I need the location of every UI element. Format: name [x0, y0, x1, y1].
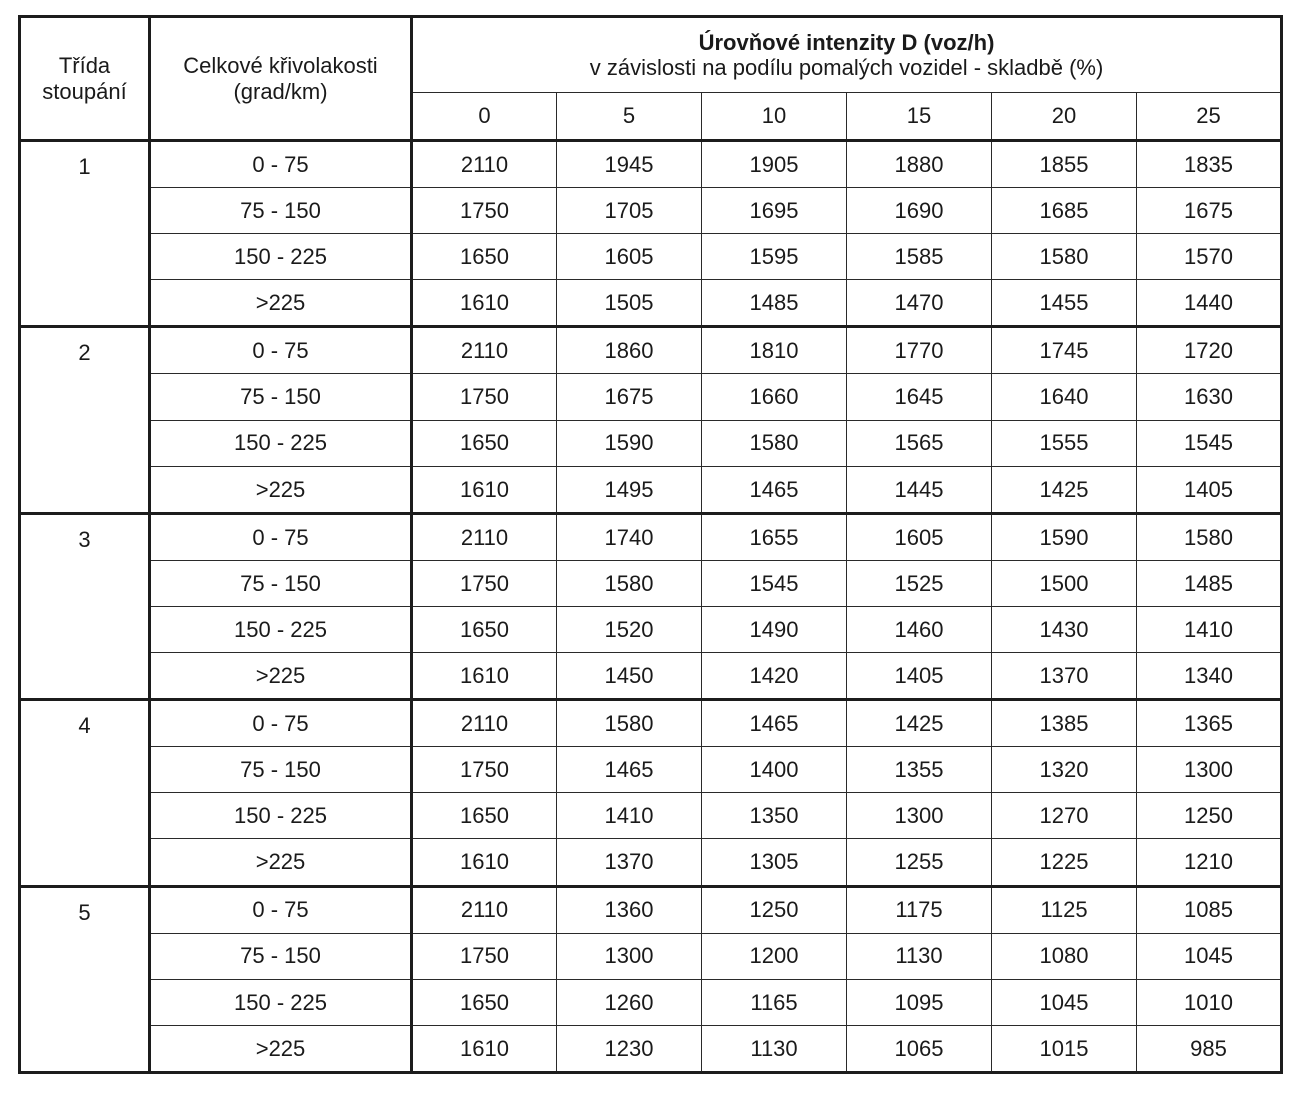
value-cell: 1425 [992, 466, 1137, 513]
value-cell: 1125 [992, 886, 1137, 933]
value-cell: 1810 [702, 327, 847, 374]
value-cell: 1605 [847, 513, 992, 560]
value-cell: 1590 [557, 420, 702, 466]
curvature-cell: 75 - 150 [150, 560, 412, 606]
value-cell: 1305 [702, 839, 847, 886]
value-cell: 1610 [412, 1025, 557, 1072]
value-cell: 1085 [1137, 886, 1282, 933]
table-row [20, 466, 1282, 513]
header-intensity-title: Úrovňové intenzity D (voz/h) [698, 29, 995, 55]
value-cell: 1610 [412, 839, 557, 886]
curvature-cell: >225 [150, 839, 412, 886]
value-cell: 1570 [1137, 234, 1282, 280]
value-cell: 1065 [847, 1025, 992, 1072]
value-cell: 1250 [1137, 793, 1282, 839]
table-row [20, 653, 1282, 700]
class-cell: 3 [20, 513, 150, 699]
value-cell: 1470 [847, 280, 992, 327]
table-body [20, 141, 1282, 1073]
value-cell: 1695 [702, 188, 847, 234]
table-row [20, 188, 1282, 234]
header-intensity [412, 17, 1282, 93]
value-cell: 1880 [847, 141, 992, 188]
value-cell: 1175 [847, 886, 992, 933]
value-cell: 985 [1137, 1025, 1282, 1072]
class-cell: 4 [20, 700, 150, 886]
value-cell: 1740 [557, 513, 702, 560]
value-cell: 1675 [1137, 188, 1282, 234]
value-cell: 1835 [1137, 141, 1282, 188]
table-row [20, 1025, 1282, 1072]
value-cell: 1650 [412, 420, 557, 466]
value-cell: 1260 [557, 979, 702, 1025]
header-curvature-line-2: (grad/km) [233, 78, 328, 104]
percentage-header-cell: 0 [412, 93, 557, 141]
value-cell: 1200 [702, 933, 847, 979]
value-cell: 1490 [702, 606, 847, 652]
percentage-header-cell: 25 [1137, 93, 1282, 141]
table-row [20, 327, 1282, 374]
value-cell: 1465 [557, 747, 702, 793]
curvature-cell: 150 - 225 [150, 793, 412, 839]
table-row [20, 513, 1282, 560]
value-cell: 1130 [847, 933, 992, 979]
value-cell: 1610 [412, 280, 557, 327]
value-cell: 1650 [412, 793, 557, 839]
table-row [20, 280, 1282, 327]
header-class [20, 17, 150, 141]
value-cell: 1750 [412, 374, 557, 420]
value-cell: 2110 [412, 700, 557, 747]
value-cell: 1210 [1137, 839, 1282, 886]
value-cell: 1545 [1137, 420, 1282, 466]
value-cell: 1500 [992, 560, 1137, 606]
value-cell: 1610 [412, 466, 557, 513]
value-cell: 1505 [557, 280, 702, 327]
curvature-cell: 75 - 150 [150, 188, 412, 234]
curvature-cell: 150 - 225 [150, 979, 412, 1025]
value-cell: 1580 [557, 700, 702, 747]
value-cell: 1130 [702, 1025, 847, 1072]
value-cell: 1580 [992, 234, 1137, 280]
value-cell: 1405 [847, 653, 992, 700]
curvature-cell: 0 - 75 [150, 327, 412, 374]
value-cell: 1165 [702, 979, 847, 1025]
value-cell: 1945 [557, 141, 702, 188]
class-cell: 2 [20, 327, 150, 513]
value-cell: 1650 [412, 606, 557, 652]
curvature-cell: >225 [150, 1025, 412, 1072]
value-cell: 1770 [847, 327, 992, 374]
table-header [20, 17, 1282, 141]
value-cell: 1450 [557, 653, 702, 700]
table-row [20, 839, 1282, 886]
value-cell: 1015 [992, 1025, 1137, 1072]
value-cell: 1660 [702, 374, 847, 420]
value-cell: 1860 [557, 327, 702, 374]
value-cell: 1855 [992, 141, 1137, 188]
table-row [20, 560, 1282, 606]
header-class-line-2: stoupání [42, 78, 127, 104]
value-cell: 2110 [412, 886, 557, 933]
value-cell: 1640 [992, 374, 1137, 420]
value-cell: 1630 [1137, 374, 1282, 420]
curvature-cell: 150 - 225 [150, 420, 412, 466]
value-cell: 1585 [847, 234, 992, 280]
value-cell: 1750 [412, 560, 557, 606]
table-row [20, 886, 1282, 933]
value-cell: 1605 [557, 234, 702, 280]
value-cell: 1720 [1137, 327, 1282, 374]
class-cell: 5 [20, 886, 150, 1072]
curvature-cell: 0 - 75 [150, 513, 412, 560]
curvature-cell: 0 - 75 [150, 141, 412, 188]
curvature-cell: 75 - 150 [150, 933, 412, 979]
value-cell: 2110 [412, 513, 557, 560]
value-cell: 1410 [1137, 606, 1282, 652]
value-cell: 1360 [557, 886, 702, 933]
value-cell: 1495 [557, 466, 702, 513]
value-cell: 1225 [992, 839, 1137, 886]
percentage-header-cell: 5 [557, 93, 702, 141]
percentage-header-cell: 10 [702, 93, 847, 141]
value-cell: 1750 [412, 933, 557, 979]
value-cell: 1440 [1137, 280, 1282, 327]
table-row [20, 933, 1282, 979]
table-row [20, 234, 1282, 280]
table-row [20, 374, 1282, 420]
curvature-cell: 75 - 150 [150, 747, 412, 793]
value-cell: 1010 [1137, 979, 1282, 1025]
value-cell: 1080 [992, 933, 1137, 979]
value-cell: 1430 [992, 606, 1137, 652]
value-cell: 1270 [992, 793, 1137, 839]
value-cell: 1365 [1137, 700, 1282, 747]
value-cell: 1230 [557, 1025, 702, 1072]
value-cell: 1300 [1137, 747, 1282, 793]
value-cell: 1370 [992, 653, 1137, 700]
value-cell: 1645 [847, 374, 992, 420]
header-intensity-subtitle: v závislosti na podílu pomalých vozidel - skladbě (%) [589, 55, 1104, 80]
value-cell: 1255 [847, 839, 992, 886]
value-cell: 1655 [702, 513, 847, 560]
value-cell: 1650 [412, 234, 557, 280]
value-cell: 1350 [702, 793, 847, 839]
table-row [20, 141, 1282, 188]
value-cell: 1905 [702, 141, 847, 188]
value-cell: 1420 [702, 653, 847, 700]
value-cell: 1525 [847, 560, 992, 606]
value-cell: 1485 [1137, 560, 1282, 606]
value-cell: 1690 [847, 188, 992, 234]
value-cell: 1580 [702, 420, 847, 466]
table-row [20, 420, 1282, 466]
value-cell: 1340 [1137, 653, 1282, 700]
class-cell: 1 [20, 141, 150, 327]
curvature-cell: 150 - 225 [150, 234, 412, 280]
value-cell: 1465 [702, 466, 847, 513]
value-cell: 1650 [412, 979, 557, 1025]
value-cell: 1520 [557, 606, 702, 652]
value-cell: 2110 [412, 141, 557, 188]
curvature-cell: >225 [150, 466, 412, 513]
value-cell: 1485 [702, 280, 847, 327]
value-cell: 1595 [702, 234, 847, 280]
value-cell: 1250 [702, 886, 847, 933]
table-row [20, 793, 1282, 839]
value-cell: 1675 [557, 374, 702, 420]
value-cell: 1320 [992, 747, 1137, 793]
curvature-cell: >225 [150, 653, 412, 700]
value-cell: 1750 [412, 747, 557, 793]
table-row [20, 606, 1282, 652]
intensity-table [18, 15, 1283, 1074]
table-row [20, 700, 1282, 747]
value-cell: 1455 [992, 280, 1137, 327]
value-cell: 2110 [412, 327, 557, 374]
value-cell: 1355 [847, 747, 992, 793]
percentage-header-cell: 15 [847, 93, 992, 141]
percentage-header-cell: 20 [992, 93, 1137, 141]
table-row [20, 747, 1282, 793]
value-cell: 1610 [412, 653, 557, 700]
value-cell: 1545 [702, 560, 847, 606]
value-cell: 1425 [847, 700, 992, 747]
header-curvature-line-1: Celkové křivolakosti [183, 53, 378, 79]
value-cell: 1750 [412, 188, 557, 234]
value-cell: 1590 [992, 513, 1137, 560]
value-cell: 1555 [992, 420, 1137, 466]
value-cell: 1300 [557, 933, 702, 979]
value-cell: 1745 [992, 327, 1137, 374]
curvature-cell: 0 - 75 [150, 700, 412, 747]
curvature-cell: 0 - 75 [150, 886, 412, 933]
value-cell: 1405 [1137, 466, 1282, 513]
value-cell: 1370 [557, 839, 702, 886]
value-cell: 1095 [847, 979, 992, 1025]
value-cell: 1045 [1137, 933, 1282, 979]
value-cell: 1565 [847, 420, 992, 466]
header-curvature [150, 17, 412, 141]
value-cell: 1685 [992, 188, 1137, 234]
value-cell: 1385 [992, 700, 1137, 747]
value-cell: 1400 [702, 747, 847, 793]
value-cell: 1705 [557, 188, 702, 234]
curvature-cell: 150 - 225 [150, 606, 412, 652]
value-cell: 1580 [557, 560, 702, 606]
value-cell: 1410 [557, 793, 702, 839]
value-cell: 1465 [702, 700, 847, 747]
curvature-cell: >225 [150, 280, 412, 327]
value-cell: 1045 [992, 979, 1137, 1025]
table-row [20, 979, 1282, 1025]
curvature-cell: 75 - 150 [150, 374, 412, 420]
header-class-line-1: Třída [58, 53, 111, 79]
value-cell: 1460 [847, 606, 992, 652]
value-cell: 1300 [847, 793, 992, 839]
value-cell: 1580 [1137, 513, 1282, 560]
value-cell: 1445 [847, 466, 992, 513]
